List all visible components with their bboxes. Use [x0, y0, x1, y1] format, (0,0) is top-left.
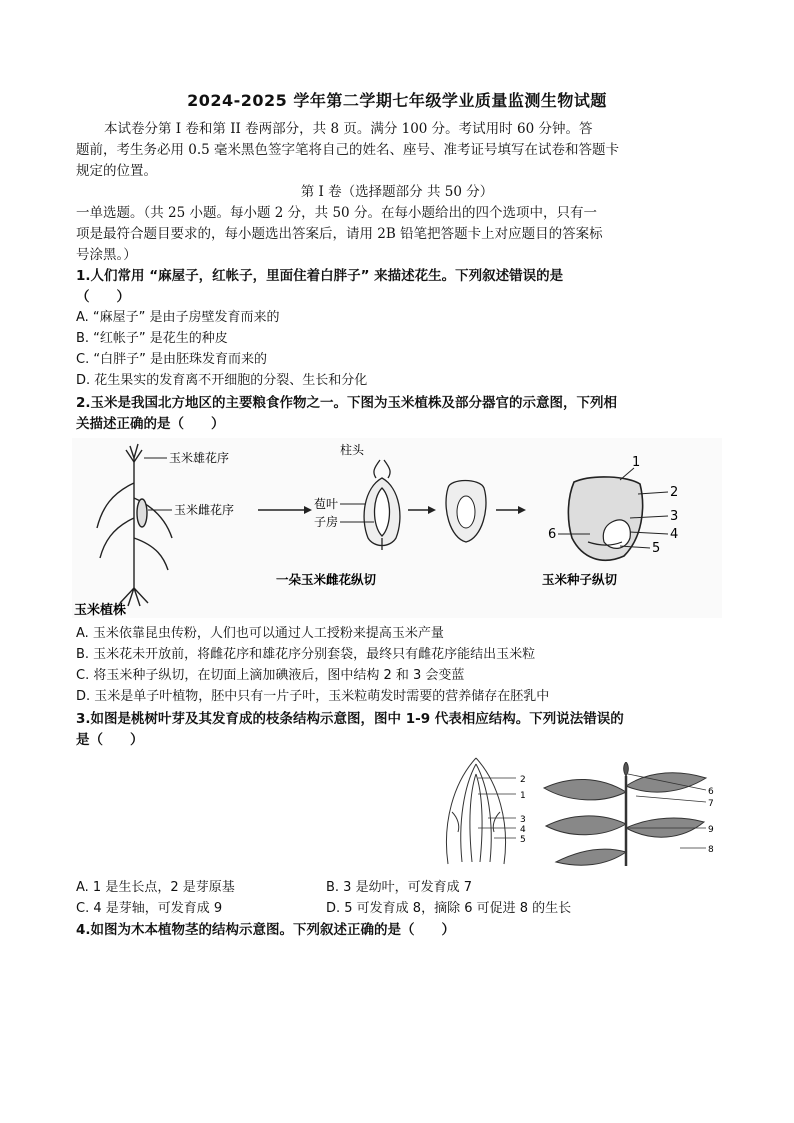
seed-label-1: 1 [632, 455, 641, 470]
q3-stem-2: 是（ ） [76, 732, 144, 748]
section-instr-1: 一单选题。（共 25 小题。每小题 2 分，共 50 分。在每小题给出的四个选项中，只有一 [76, 205, 597, 221]
label-stigma: 柱头 [340, 443, 365, 457]
leaf-bud-figure [428, 752, 538, 870]
intro-line-3: 规定的位置。 [76, 163, 157, 179]
q1-stem-1: 1.人们常用 “麻屋子，红帐子，里面住着白胖子” 来描述花生。下列叙述错误的是 [76, 268, 564, 284]
q1-option-d: D. 花生果实的发育离不开细胞的分裂、生长和分化 [76, 373, 368, 388]
q3-option-d: D. 5 可发育成 8，摘除 6 可促进 8 的生长 [326, 901, 572, 916]
bud-label-5: 5 [520, 835, 526, 845]
label-seed-section: 玉米种子纵切 [542, 572, 618, 587]
seed-label-2: 2 [670, 485, 679, 500]
q4-stem: 4.如图为木本植物茎的结构示意图。下列叙述正确的是（ ） [76, 922, 456, 938]
intro-line-1: 本试卷分第 Ⅰ 卷和第 II 卷两部分，共 8 页。满分 100 分。考试用时 60 分钟。答 [104, 121, 593, 137]
branch-label-7: 7 [708, 799, 714, 809]
label-corn-plant: 玉米植株 [74, 603, 127, 618]
label-female-inflorescence: 玉米雌花序 [174, 503, 235, 517]
q3-option-b: B. 3 是幼叶，可发育成 7 [326, 880, 472, 895]
intro-line-2: 题前，考生务必用 0.5 毫米黑色签字笔将自己的姓名、座号、准考证号填写在试卷和答题卡 [76, 142, 620, 158]
seed-label-6: 6 [548, 527, 557, 542]
section-instr-3: 号涂黑。） [76, 247, 137, 263]
q1-stem-2: （ ） [76, 289, 130, 305]
corn-figure [72, 438, 722, 618]
label-ovary: 子房 [314, 515, 339, 529]
q1-option-b: B. “红帐子” 是花生的种皮 [76, 331, 228, 346]
q1-option-c: C. “白胖子” 是由胚珠发育而来的 [76, 352, 267, 367]
branch-label-9: 9 [708, 825, 714, 835]
q3-option-a: A. 1 是生长点，2 是芽原基 [76, 880, 235, 895]
q2-option-b: B. 玉米花未开放前，将雌花序和雄花序分别套袋，最终只有雌花序能结出玉米粒 [76, 647, 536, 662]
seed-label-3: 3 [670, 509, 679, 524]
q1-option-a: A. “麻屋子” 是由子房壁发育而来的 [76, 310, 280, 325]
bud-label-3: 3 [520, 815, 526, 825]
label-bract: 苞叶 [314, 497, 339, 511]
q3-stem-1: 3.如图是桃树叶芽及其发育成的枝条结构示意图，图中 1-9 代表相应结构。下列说法错误的 [76, 711, 624, 727]
branch-label-8: 8 [708, 845, 714, 855]
seed-label-4: 4 [670, 527, 679, 542]
branch-figure [540, 762, 722, 870]
branch-label-6: 6 [708, 787, 714, 797]
bud-label-1: 1 [520, 791, 526, 801]
q2-option-d: D. 玉米是单子叶植物，胚中只有一片子叶，玉米粒萌发时需要的营养储存在胚乳中 [76, 689, 550, 704]
q2-stem-1: 2.玉米是我国北方地区的主要粮食作物之一。下图为玉米植株及部分器官的示意图，下列相 [76, 395, 618, 411]
section-instr-2: 项是最符合题目要求的，每小题选出答案后，请用 2B 铅笔把答题卡上对应题目的答案标 [76, 226, 603, 242]
bud-label-2: 2 [520, 775, 526, 785]
q3-option-c: C. 4 是芽轴，可发育成 9 [76, 901, 223, 916]
exam-title: 2024-2025 学年第二学期七年级学业质量监测生物试题 [187, 91, 607, 110]
label-flower-section: 一朵玉米雌花纵切 [276, 572, 377, 587]
label-male-inflorescence: 玉米雄花序 [169, 451, 230, 465]
seed-section-drawing [568, 477, 642, 560]
seed-label-5: 5 [652, 541, 661, 556]
bud-label-4: 4 [520, 825, 526, 835]
q2-stem-2: 关描述正确的是（ ） [76, 416, 225, 432]
section-title: 第 Ⅰ 卷（选择题部分 共 50 分） [300, 184, 494, 200]
q2-option-a: A. 玉米依靠昆虫传粉，人们也可以通过人工授粉来提高玉米产量 [76, 626, 444, 641]
q2-option-c: C. 将玉米种子纵切，在切面上滴加碘液后，图中结构 2 和 3 会变蓝 [76, 668, 465, 683]
